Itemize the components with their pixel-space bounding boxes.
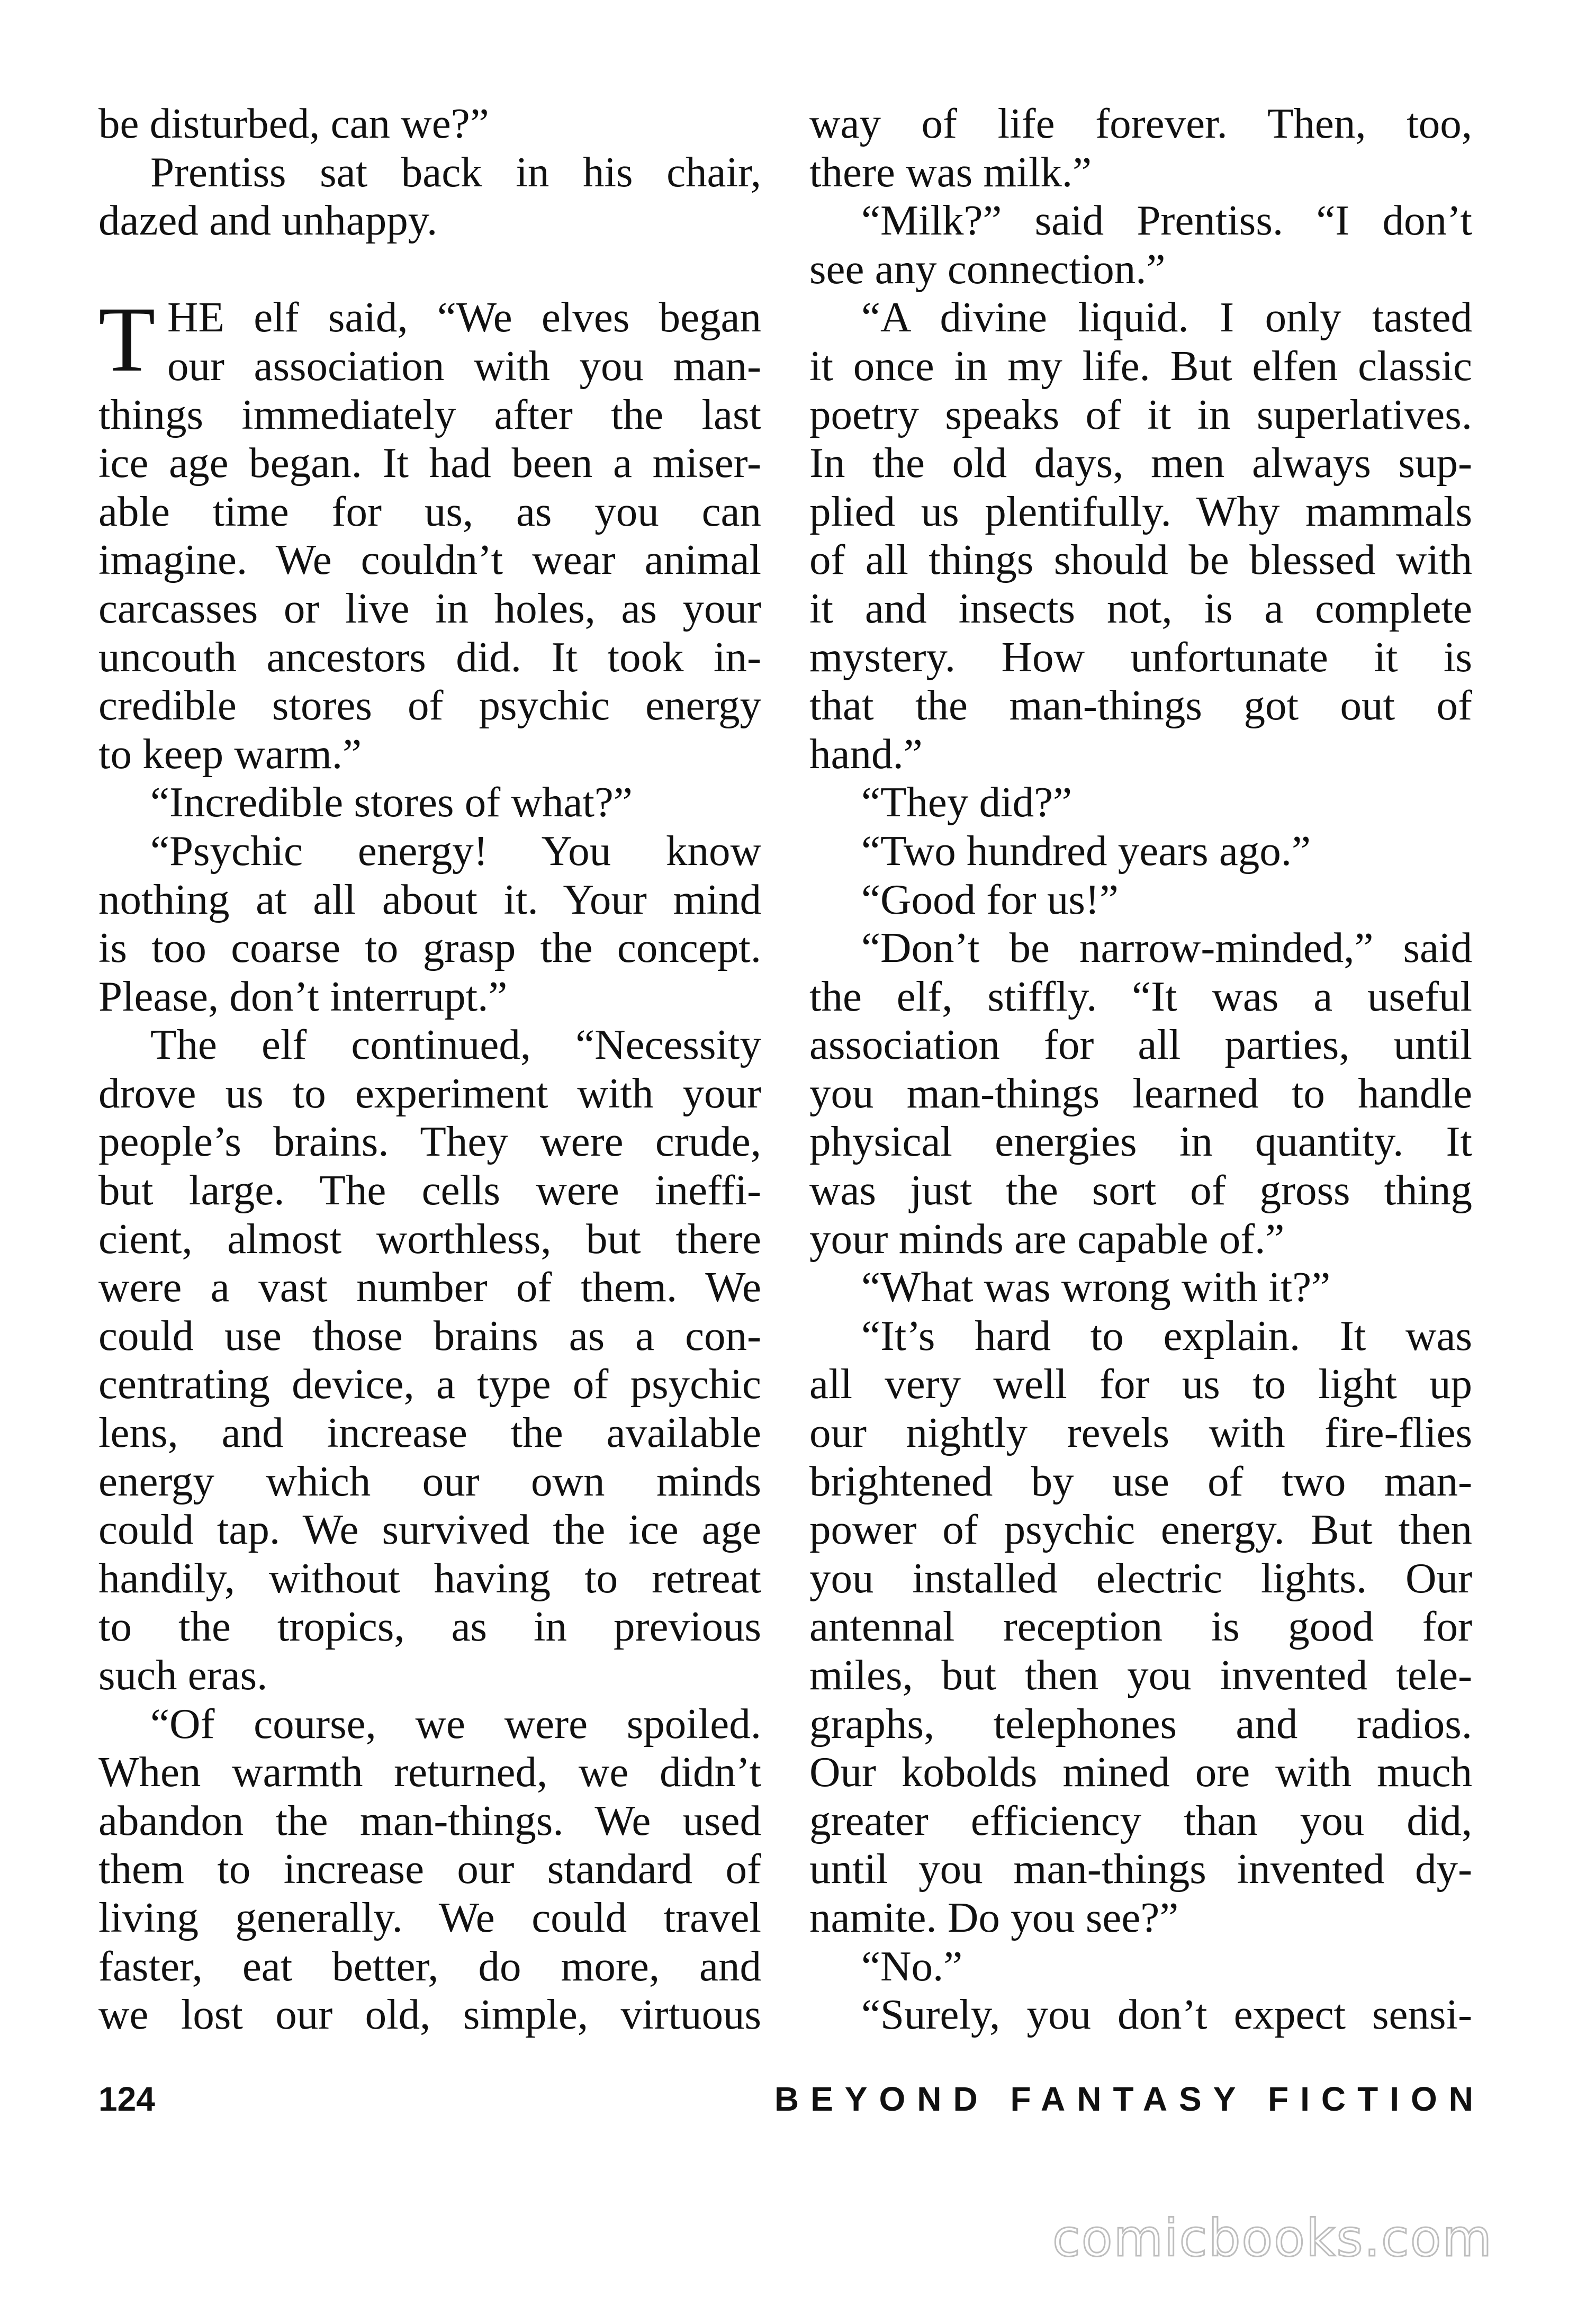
- text-line: could use those brains as a con-: [98, 1311, 761, 1359]
- text-line: “Two hundred years ago.”: [861, 826, 1311, 875]
- left-column: [98, 100, 761, 2039]
- watermark: comicbooks.com: [1052, 2209, 1493, 2268]
- text-line: credible stores of psychic energy: [98, 681, 761, 729]
- text-line: In the old days, men always sup-: [809, 439, 1472, 487]
- text-line: our nightly revels with fire-flies: [809, 1409, 1472, 1457]
- text-line: “Incredible stores of what?”: [150, 778, 633, 826]
- text-line: to the tropics, as in previous: [98, 1602, 761, 1651]
- text-line: HE elf said, “We elves began: [167, 293, 761, 341]
- text-line: until you man-things invented dy-: [809, 1845, 1472, 1893]
- text-line: was just the sort of gross thing: [809, 1166, 1472, 1214]
- text-line: “A divine liquid. I only tasted: [861, 293, 1472, 341]
- text-line: mystery. How unfortunate it is: [809, 633, 1472, 681]
- text-line: namite. Do you see?”: [809, 1893, 1179, 1941]
- paragraph-gap: [98, 245, 761, 294]
- text-line: “Milk?” said Prentiss. “I don’t: [861, 196, 1472, 245]
- text-line: “Don’t be narrow-minded,” said: [861, 924, 1472, 972]
- text-line: drove us to experiment with your: [98, 1069, 761, 1117]
- right-column: [809, 100, 1472, 2039]
- text-line: able time for us, as you can: [98, 487, 761, 535]
- text-line: living generally. We could travel: [98, 1893, 761, 1941]
- text-line: faster, eat better, do more, and: [98, 1942, 761, 1990]
- text-line: abandon the man-things. We used: [98, 1796, 761, 1844]
- text-line: “It’s hard to explain. It was: [861, 1311, 1472, 1359]
- text-line: “Good for us!”: [861, 875, 1119, 923]
- text-line: all very well for us to light up: [809, 1360, 1472, 1408]
- text-line: of all things should be blessed with: [809, 536, 1472, 584]
- text-line: brightened by use of two man-: [809, 1457, 1472, 1505]
- text-line: way of life forever. Then, too,: [809, 100, 1472, 147]
- text-line: physical energies in quantity. It: [809, 1118, 1472, 1166]
- text-line: “Of course, we were spoiled.: [150, 1699, 761, 1747]
- text-line: Prentiss sat back in his chair,: [150, 148, 761, 196]
- text-line: but large. The cells were ineffi-: [98, 1166, 761, 1214]
- text-line: antennal reception is good for: [809, 1602, 1472, 1651]
- text-line: could tap. We survived the ice age: [98, 1506, 761, 1554]
- text-line: “Psychic energy! You know: [150, 826, 761, 875]
- text-line: uncouth ancestors did. It took in-: [98, 633, 761, 681]
- text-line: them to increase our standard of: [98, 1845, 761, 1893]
- text-line: Our kobolds mined ore with much: [809, 1748, 1472, 1796]
- text-line: imagine. We couldn’t wear animal: [98, 536, 761, 584]
- text-line: is too coarse to grasp the concept.: [98, 924, 761, 972]
- text-line: you man-things learned to handle: [809, 1069, 1472, 1117]
- text-line: dazed and unhappy.: [98, 196, 438, 245]
- text-line: were a vast number of them. We: [98, 1263, 761, 1311]
- text-line: graphs, telephones and radios.: [809, 1699, 1472, 1747]
- text-line: to keep warm.”: [98, 729, 362, 778]
- text-line: it and insects not, is a complete: [809, 584, 1472, 632]
- text-line: greater efficiency than you did,: [809, 1796, 1472, 1844]
- text-line: you installed electric lights. Our: [809, 1554, 1472, 1602]
- page-number: 124: [98, 2080, 155, 2118]
- text-line: ice age began. It had been a miser-: [98, 439, 761, 487]
- text-line: When warmth returned, we didn’t: [98, 1748, 761, 1796]
- text-line: “No.”: [861, 1942, 963, 1990]
- text-line: there was milk.”: [809, 148, 1092, 196]
- text-line: people’s brains. They were crude,: [98, 1118, 761, 1166]
- text-line: lens, and increase the available: [98, 1409, 761, 1457]
- text-line: handily, without having to retreat: [98, 1554, 761, 1602]
- text-line: things immediately after the last: [98, 390, 761, 438]
- text-line: association for all parties, until: [809, 1021, 1472, 1069]
- text-line: nothing at all about it. Your mind: [98, 875, 761, 923]
- text-line: “They did?”: [861, 778, 1073, 826]
- text-line: “What was wrong with it?”: [861, 1263, 1331, 1311]
- text-line: hand.”: [809, 729, 923, 778]
- text-line: carcasses or live in holes, as your: [98, 584, 761, 632]
- text-line: centrating device, a type of psychic: [98, 1360, 761, 1408]
- text-line: plied us plentifully. Why mammals: [809, 487, 1472, 535]
- text-line: see any connection.”: [809, 245, 1166, 293]
- text-line: power of psychic energy. But then: [809, 1506, 1472, 1554]
- text-line: we lost our old, simple, virtuous: [98, 1990, 761, 2039]
- text-line: be disturbed, can we?”: [98, 100, 489, 147]
- drop-cap: T: [98, 288, 156, 392]
- text-line: poetry speaks of it in superlatives.: [809, 390, 1472, 438]
- text-line: The elf continued, “Necessity: [150, 1021, 761, 1069]
- text-line: miles, but then you invented tele-: [809, 1651, 1472, 1699]
- text-line: cient, almost worthless, but there: [98, 1214, 761, 1263]
- text-line: such eras.: [98, 1651, 268, 1699]
- text-line: our association with you man-: [167, 341, 761, 390]
- text-line: Please, don’t interrupt.”: [98, 972, 508, 1020]
- text-line: energy which our own minds: [98, 1457, 761, 1505]
- text-line: “Surely, you don’t expect sensi-: [861, 1990, 1472, 2039]
- text-line: that the man-things got out of: [809, 681, 1472, 729]
- running-title: BEYOND FANTASY FICTION: [774, 2080, 1485, 2118]
- text-line: your minds are capable of.”: [809, 1214, 1285, 1263]
- text-line: the elf, stiffly. “It was a useful: [809, 972, 1472, 1020]
- text-line: it once in my life. But elfen classic: [809, 341, 1472, 390]
